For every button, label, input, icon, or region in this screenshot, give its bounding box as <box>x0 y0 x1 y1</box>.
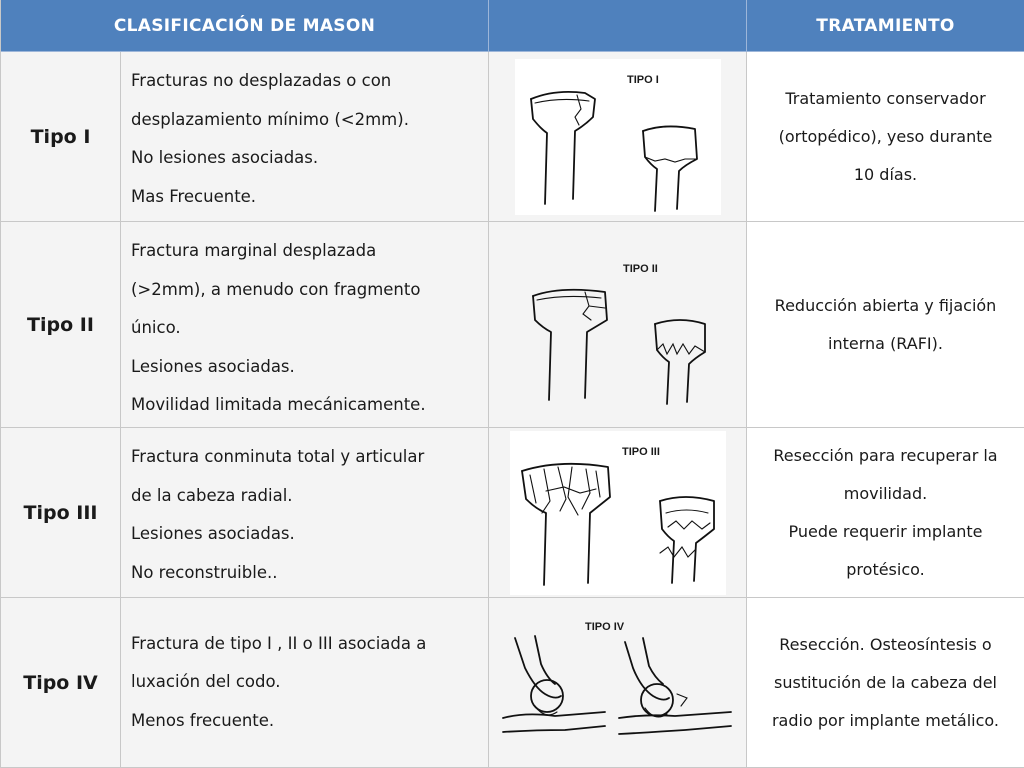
radial-head-fracture-illustration-tipo-1 <box>515 59 721 215</box>
treatment-line: Puede requerir implante <box>788 521 983 541</box>
treatment-tipo-2 <box>747 222 1024 428</box>
type-label-tipo-1: Tipo I <box>1 52 121 222</box>
figure-cell-tipo-1 <box>489 52 747 222</box>
type-label-tipo-3: Tipo III <box>1 428 121 598</box>
header-classification <box>1 0 489 52</box>
treatment-tipo-3 <box>747 428 1024 598</box>
radial-head-fracture-illustration-tipo-2 <box>515 240 721 410</box>
treatment-line: sustitución de la cabeza del <box>774 672 997 692</box>
figure-label-tipo-2: TIPO II <box>622 262 658 275</box>
figure-cell-tipo-4 <box>489 598 747 768</box>
figure-label-tipo-3: TIPO III <box>621 445 660 458</box>
description-line: Movilidad limitada mecánicamente. <box>131 395 426 414</box>
description-tipo-4 <box>121 598 489 768</box>
description-tipo-2 <box>121 222 489 428</box>
description-tipo-3 <box>121 428 489 598</box>
figure-label-tipo-1: TIPO I <box>626 73 659 86</box>
figure-cell-tipo-2 <box>489 222 747 428</box>
description-line: Mas Frecuente. <box>131 186 257 206</box>
treatment-line: 10 días. <box>853 164 918 184</box>
radial-head-fracture-illustration-tipo-3 <box>510 431 726 595</box>
description-line: Menos frecuente. <box>131 710 275 730</box>
description-line: No reconstruible.. <box>131 562 278 582</box>
header-treatment-text: TRATAMIENTO <box>816 15 955 36</box>
description-line: Fracturas no desplazadas o con <box>131 71 392 90</box>
type-label-tipo-4: Tipo IV <box>1 598 121 768</box>
treatment-tipo-4 <box>747 598 1024 768</box>
treatment-line: Resección. Osteosíntesis o <box>779 634 992 654</box>
description-line: Lesiones asociadas. <box>131 524 295 543</box>
figure-label-tipo-4: TIPO IV <box>584 620 624 633</box>
description-line: desplazamiento mínimo (<2mm). <box>131 109 409 129</box>
header-treatment <box>747 0 1024 52</box>
treatment-line: Tratamiento conservador <box>785 88 986 108</box>
treatment-line: Resección para recuperar la <box>773 445 998 465</box>
treatment-line: (ortopédico), yeso durante <box>778 126 993 146</box>
description-line: Fractura conminuta total y articular <box>131 447 425 466</box>
treatment-line: protésico. <box>846 559 925 579</box>
description-line: Fractura de tipo I , II o III asociada a <box>131 633 427 653</box>
header-classification-text: CLASIFICACIÓN DE MASON <box>113 15 376 36</box>
treatment-line: interna (RAFI). <box>828 333 943 353</box>
treatment-line: movilidad. <box>843 483 928 503</box>
treatment-line: Reducción abierta y fijación <box>774 295 997 315</box>
description-line: Lesiones asociadas. <box>131 356 295 376</box>
description-line: No lesiones asociadas. <box>131 148 319 167</box>
type-label-tipo-2: Tipo II <box>1 222 121 428</box>
description-line: luxación del codo. <box>131 672 281 692</box>
description-line: de la cabeza radial. <box>131 485 293 505</box>
treatment-tipo-1 <box>747 52 1024 222</box>
treatment-line: radio por implante metálico. <box>771 710 1000 730</box>
description-line: (>2mm), a menudo con fragmento <box>131 279 421 299</box>
description-tipo-1 <box>121 52 489 222</box>
description-line: único. <box>131 318 181 337</box>
elbow-dislocation-illustration-tipo-4 <box>495 608 741 758</box>
header-figure <box>489 0 747 52</box>
description-line: Fractura marginal desplazada <box>131 241 377 260</box>
figure-cell-tipo-3 <box>489 428 747 598</box>
